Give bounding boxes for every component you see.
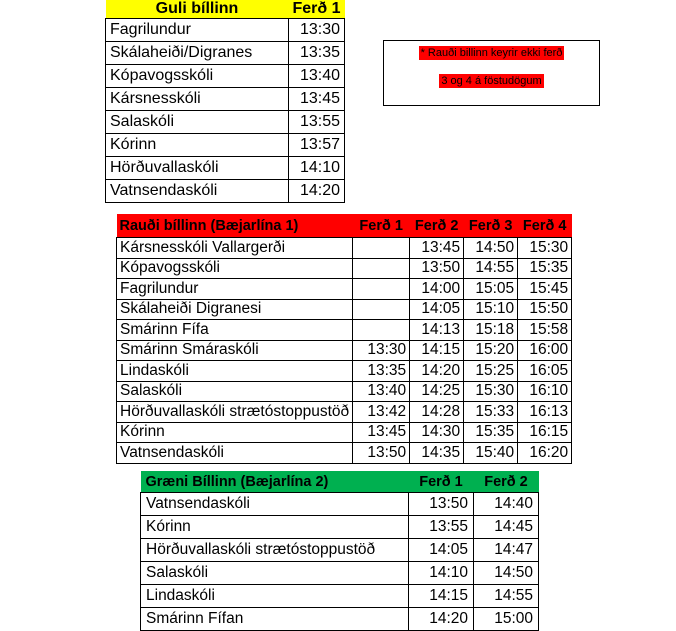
stop-name: Lindaskóli bbox=[141, 585, 409, 608]
stop-name: Kórinn bbox=[117, 422, 353, 443]
departure-time: 13:45 bbox=[353, 422, 410, 443]
stop-name: Vatnsendaskóli bbox=[117, 443, 353, 464]
departure-time: 14:20 bbox=[289, 180, 345, 203]
table-row bbox=[117, 443, 572, 464]
table-row bbox=[141, 493, 539, 516]
departure-time: 15:35 bbox=[518, 258, 572, 279]
departure-time: 13:35 bbox=[289, 42, 345, 65]
departure-time: 13:45 bbox=[410, 238, 464, 259]
stop-name: Salaskóli bbox=[141, 562, 409, 585]
departure-time: 15:30 bbox=[464, 381, 518, 402]
departure-time: 16:00 bbox=[518, 340, 572, 361]
departure-time: 14:55 bbox=[474, 585, 539, 608]
departure-time: 15:20 bbox=[464, 340, 518, 361]
raudi-billinn-table bbox=[116, 214, 572, 464]
departure-time: 14:50 bbox=[474, 562, 539, 585]
raudi-header-ferd-3: Ferð 3 bbox=[464, 214, 518, 238]
note-box bbox=[383, 40, 600, 106]
table-row bbox=[117, 320, 572, 341]
guli-title: Guli bíllinn bbox=[106, 0, 289, 19]
table-row bbox=[106, 65, 345, 88]
departure-time: 14:05 bbox=[410, 299, 464, 320]
departure-time: 14:35 bbox=[410, 443, 464, 464]
stop-name: Salaskóli bbox=[117, 381, 353, 402]
departure-time: 13:42 bbox=[353, 402, 410, 423]
stop-name: Hörðuvallaskóli strætóstoppustöð bbox=[141, 539, 409, 562]
departure-time: 15:10 bbox=[464, 299, 518, 320]
departure-time: 15:00 bbox=[474, 608, 539, 631]
departure-time: 15:33 bbox=[464, 402, 518, 423]
departure-time: 15:58 bbox=[518, 320, 572, 341]
departure-time: 14:15 bbox=[410, 340, 464, 361]
raudi-header-ferd-2: Ferð 2 bbox=[410, 214, 464, 238]
departure-time: 14:13 bbox=[410, 320, 464, 341]
raudi-header-ferd-4: Ferð 4 bbox=[518, 214, 572, 238]
departure-time: 14:45 bbox=[474, 516, 539, 539]
departure-time: 15:45 bbox=[518, 279, 572, 300]
table-row bbox=[117, 258, 572, 279]
departure-time: 13:50 bbox=[410, 258, 464, 279]
stop-name: Kórinn bbox=[106, 134, 289, 157]
table-row bbox=[106, 19, 345, 42]
departure-time: 15:35 bbox=[464, 422, 518, 443]
departure-time: 15:18 bbox=[464, 320, 518, 341]
table-row bbox=[106, 111, 345, 134]
stop-name: Vatnsendaskóli bbox=[141, 493, 409, 516]
table-row bbox=[117, 381, 572, 402]
stop-name: Kársnesskóli bbox=[106, 88, 289, 111]
departure-time: 13:30 bbox=[289, 19, 345, 42]
guli-header-ferd-1: Ferð 1 bbox=[289, 0, 345, 19]
stop-name: Smárinn Fífan bbox=[141, 608, 409, 631]
departure-time bbox=[353, 320, 410, 341]
graeni-title: Græni Bíllinn (Bæjarlína 2) bbox=[141, 471, 409, 493]
stop-name: Smárinn Fífa bbox=[117, 320, 353, 341]
table-row bbox=[117, 422, 572, 443]
table-row bbox=[117, 238, 572, 259]
departure-time bbox=[353, 258, 410, 279]
stop-name: Skálaheiði/Digranes bbox=[106, 42, 289, 65]
table-row bbox=[141, 562, 539, 585]
departure-time: 15:30 bbox=[518, 238, 572, 259]
table-row bbox=[106, 134, 345, 157]
departure-time: 16:10 bbox=[518, 381, 572, 402]
guli-billinn-table bbox=[105, 0, 345, 203]
table-row bbox=[117, 361, 572, 382]
stop-name: Kársnesskóli Vallargerði bbox=[117, 238, 353, 259]
table-row bbox=[117, 299, 572, 320]
departure-time: 14:10 bbox=[409, 562, 474, 585]
guli-header-row bbox=[106, 0, 345, 19]
stop-name: Lindaskóli bbox=[117, 361, 353, 382]
table-row bbox=[106, 42, 345, 65]
departure-time: 14:10 bbox=[289, 157, 345, 180]
departure-time: 15:40 bbox=[464, 443, 518, 464]
stop-name: Hörðuvallaskóli strætóstoppustöð bbox=[117, 402, 353, 423]
guli-table-body bbox=[106, 0, 345, 203]
departure-time bbox=[353, 279, 410, 300]
departure-time: 14:28 bbox=[410, 402, 464, 423]
departure-time: 13:50 bbox=[353, 443, 410, 464]
departure-time: 14:20 bbox=[410, 361, 464, 382]
departure-time: 14:25 bbox=[410, 381, 464, 402]
departure-time: 15:05 bbox=[464, 279, 518, 300]
table-row bbox=[141, 585, 539, 608]
graeni-header-ferd-1: Ferð 1 bbox=[409, 471, 474, 493]
table-row bbox=[106, 88, 345, 111]
departure-time: 14:30 bbox=[410, 422, 464, 443]
departure-time: 16:05 bbox=[518, 361, 572, 382]
departure-time: 13:55 bbox=[409, 516, 474, 539]
departure-time: 13:30 bbox=[353, 340, 410, 361]
departure-time: 14:05 bbox=[409, 539, 474, 562]
graeni-header-row bbox=[141, 471, 539, 493]
departure-time: 13:40 bbox=[289, 65, 345, 88]
departure-time: 14:00 bbox=[410, 279, 464, 300]
departure-time: 13:55 bbox=[289, 111, 345, 134]
table-row bbox=[117, 340, 572, 361]
table-row bbox=[106, 157, 345, 180]
departure-time: 14:20 bbox=[409, 608, 474, 631]
graeni-header-ferd-2: Ferð 2 bbox=[474, 471, 539, 493]
stop-name: Kórinn bbox=[141, 516, 409, 539]
table-row bbox=[106, 180, 345, 203]
departure-time: 13:35 bbox=[353, 361, 410, 382]
stop-name: Fagrilundur bbox=[106, 19, 289, 42]
stop-name: Hörðuvallaskóli bbox=[106, 157, 289, 180]
departure-time: 13:50 bbox=[409, 493, 474, 516]
departure-time: 13:45 bbox=[289, 88, 345, 111]
departure-time: 14:47 bbox=[474, 539, 539, 562]
raudi-header-ferd-1: Ferð 1 bbox=[353, 214, 410, 238]
table-row bbox=[141, 516, 539, 539]
stop-name: Salaskóli bbox=[106, 111, 289, 134]
departure-time: 16:15 bbox=[518, 422, 572, 443]
raudi-table-body bbox=[117, 214, 572, 463]
departure-time: 16:13 bbox=[518, 402, 572, 423]
stop-name: Vatnsendaskóli bbox=[106, 180, 289, 203]
departure-time: 14:50 bbox=[464, 238, 518, 259]
departure-time: 15:50 bbox=[518, 299, 572, 320]
stop-name: Fagrilundur bbox=[117, 279, 353, 300]
table-row bbox=[141, 608, 539, 631]
note-line-2: 3 og 4 á föstudögum bbox=[441, 75, 542, 87]
departure-time: 14:40 bbox=[474, 493, 539, 516]
stop-name: Skálaheiði Digranesi bbox=[117, 299, 353, 320]
departure-time: 13:57 bbox=[289, 134, 345, 157]
departure-time: 16:20 bbox=[518, 443, 572, 464]
note-line-1: * Rauði billinn keyrir ekki ferð bbox=[420, 47, 563, 59]
table-row bbox=[117, 279, 572, 300]
raudi-header-row bbox=[117, 214, 572, 238]
raudi-title: Rauði bíllinn (Bæjarlína 1) bbox=[117, 214, 353, 238]
table-row bbox=[117, 402, 572, 423]
graeni-table-body bbox=[141, 471, 539, 631]
graeni-billinn-table bbox=[140, 471, 539, 631]
departure-time: 14:15 bbox=[409, 585, 474, 608]
departure-time: 13:40 bbox=[353, 381, 410, 402]
stop-name: Kópavogsskóli bbox=[117, 258, 353, 279]
departure-time: 14:55 bbox=[464, 258, 518, 279]
table-row bbox=[141, 539, 539, 562]
departure-time bbox=[353, 299, 410, 320]
departure-time bbox=[353, 238, 410, 259]
stop-name: Kópavogsskóli bbox=[106, 65, 289, 88]
stop-name: Smárinn Smáraskóli bbox=[117, 340, 353, 361]
departure-time: 15:25 bbox=[464, 361, 518, 382]
